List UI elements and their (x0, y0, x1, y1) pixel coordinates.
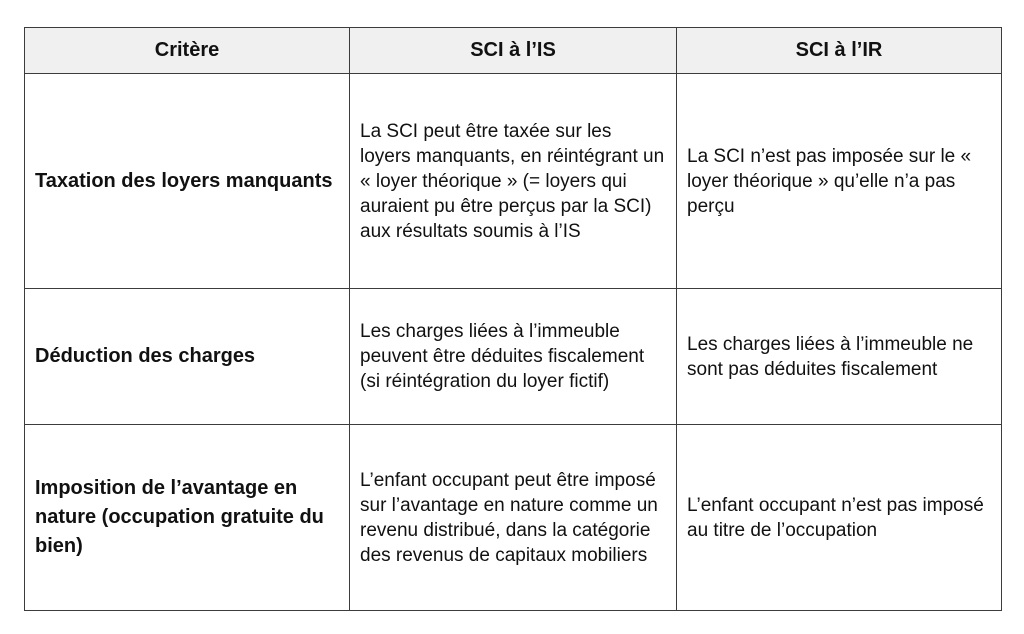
sci-ir-cell: L’enfant occupant n’est pas imposé au titre de l’occupation (677, 425, 1002, 611)
header-row (25, 28, 1002, 74)
criterion-cell: Déduction des charges (25, 289, 350, 425)
table-header (25, 28, 1002, 74)
header-sci-is: SCI à l’IS (350, 28, 677, 74)
table-body (25, 74, 1002, 611)
sci-is-cell: L’enfant occupant peut être imposé sur l’avantage en nature comme un revenu distribué, dans la catégorie des revenus de capitaux mobiliers (350, 425, 677, 611)
criterion-cell: Taxation des loyers manquants (25, 74, 350, 289)
header-criterion: Critère (25, 28, 350, 74)
header-sci-ir: SCI à l’IR (677, 28, 1002, 74)
comparison-table (24, 27, 1002, 611)
sci-is-cell: La SCI peut être taxée sur les loyers manquants, en réintégrant un « loyer théorique » (= loyers qui auraient pu être perçus par la SCI) aux résultats soumis à l’IS (350, 74, 677, 289)
table-row (25, 74, 1002, 289)
sci-ir-cell: Les charges liées à l’immeuble ne sont pas déduites fiscalement (677, 289, 1002, 425)
criterion-cell: Imposition de l’avantage en nature (occupation gratuite du bien) (25, 425, 350, 611)
sci-is-cell: Les charges liées à l’immeuble peuvent être déduites fiscalement (si réintégration du loyer fictif) (350, 289, 677, 425)
table-row (25, 289, 1002, 425)
table-row (25, 425, 1002, 611)
sci-ir-cell: La SCI n’est pas imposée sur le « loyer théorique » qu’elle n’a pas perçu (677, 74, 1002, 289)
